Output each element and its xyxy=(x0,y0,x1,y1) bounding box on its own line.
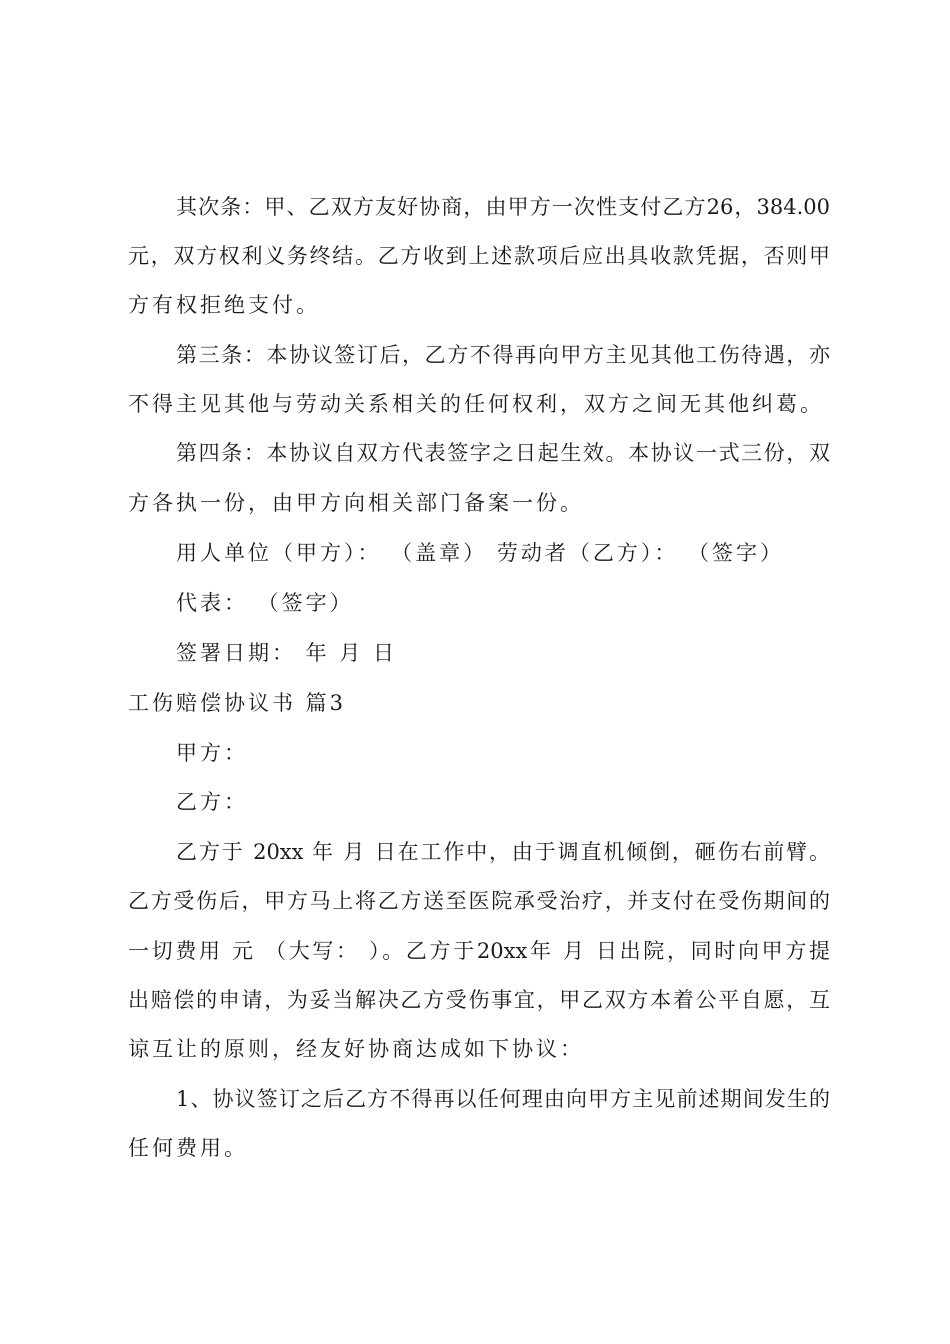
text-line: 乙方受伤后，甲方马上将乙方送至医院承受治疗，并支付在受伤期间的 xyxy=(128,889,830,913)
text-line: 方有权拒绝支付。 xyxy=(128,293,320,317)
text-line: 元，双方权利义务终结。乙方收到上述款项后应出具收款凭据，否则甲 xyxy=(128,244,830,268)
text-line: 第四条：本协议自双方代表签字之日起生效。本协议一式三份，双 xyxy=(176,441,830,465)
representative-line: 代表： （签字） xyxy=(176,591,354,615)
text-line: 出赔偿的申请，为妥当解决乙方受伤事宜，甲乙双方本着公平自愿，互 xyxy=(128,988,830,1012)
section-heading: 工伤赔偿协议书 篇3 xyxy=(128,691,347,715)
sign-date-line: 签署日期： 年 月 日 xyxy=(176,641,398,665)
text-line: 不得主见其他与劳动关系相关的任何权利，双方之间无其他纠葛。 xyxy=(128,392,824,416)
signature-party-line: 用人单位（甲方）： （盖章） 劳动者（乙方）： （签字） xyxy=(176,541,785,565)
party-b-label: 乙方： xyxy=(176,790,248,814)
text-line: 第三条：本协议签订后，乙方不得再向甲方主见其他工伤待遇，亦 xyxy=(176,343,830,367)
text-line: 谅互让的原则，经友好协商达成如下协议： xyxy=(128,1037,584,1061)
text-line: 方各执一份，由甲方向相关部门备案一份。 xyxy=(128,491,584,515)
text-line: 乙方于 20xx 年 月 日在工作中，由于调直机倾倒，砸伤右前臂。 xyxy=(176,840,830,864)
text-line: 1、协议签订之后乙方不得再以任何理由向甲方主见前述期间发生的 xyxy=(176,1087,830,1111)
party-a-label: 甲方： xyxy=(176,741,248,765)
text-line: 其次条：甲、乙双方友好协商，由甲方一次性支付乙方26，384.00 xyxy=(176,195,830,219)
text-line: 任何费用。 xyxy=(128,1136,248,1160)
text-line: 一切费用 元 （大写： ）。乙方于20xx年 月 日出院，同时向甲方提 xyxy=(128,939,830,963)
